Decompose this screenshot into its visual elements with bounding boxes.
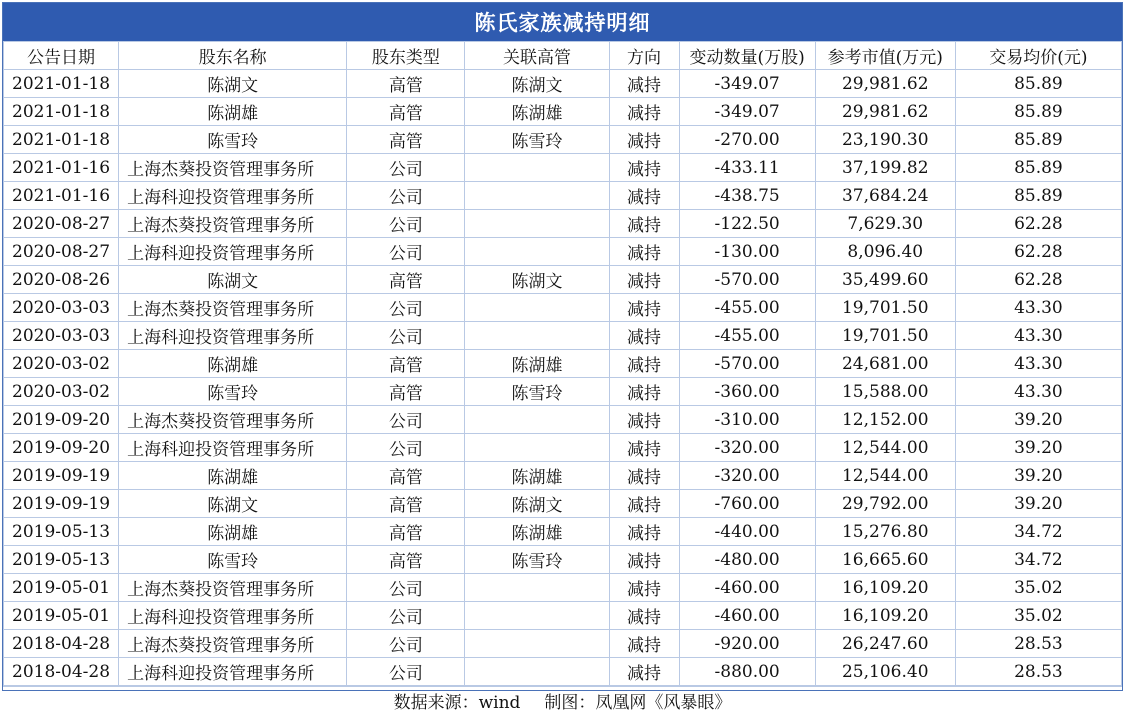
table-cell: 2020-08-27	[4, 210, 119, 238]
table-row	[4, 518, 1122, 546]
table-cell: 公司	[347, 434, 465, 462]
table-cell: 陈湖雄	[119, 462, 347, 490]
table-cell: 公司	[347, 602, 465, 630]
table-cell: 高管	[347, 98, 465, 126]
table-cell: 公司	[347, 182, 465, 210]
table-cell: 29,981.62	[815, 70, 955, 98]
table-cell: -880.00	[679, 658, 815, 686]
table-cell: 25,106.40	[815, 658, 955, 686]
table-row	[4, 434, 1122, 462]
table-cell: 上海杰葵投资管理事务所	[119, 294, 347, 322]
table-cell: 85.89	[955, 98, 1121, 126]
table-cell: 12,152.00	[815, 406, 955, 434]
reduction-table	[3, 41, 1122, 686]
table-cell: 85.89	[955, 126, 1121, 154]
table-cell: 19,701.50	[815, 322, 955, 350]
table-row	[4, 182, 1122, 210]
table-cell: 37,684.24	[815, 182, 955, 210]
table-cell: 2019-09-20	[4, 406, 119, 434]
table-cell: 34.72	[955, 518, 1121, 546]
table-row	[4, 154, 1122, 182]
table-cell: 高管	[347, 490, 465, 518]
table-cell: 高管	[347, 518, 465, 546]
table-cell: 陈湖雄	[119, 98, 347, 126]
table-cell: 37,199.82	[815, 154, 955, 182]
table-cell: -760.00	[679, 490, 815, 518]
column-header: 方向	[609, 42, 679, 70]
column-header: 股东类型	[347, 42, 465, 70]
table-cell: 2019-09-19	[4, 490, 119, 518]
table-row	[4, 210, 1122, 238]
table-cell: 陈湖文	[119, 70, 347, 98]
table-cell: 39.20	[955, 490, 1121, 518]
table-cell	[465, 238, 609, 266]
table-cell: 35.02	[955, 602, 1121, 630]
table-cell	[465, 434, 609, 462]
table-cell: 陈湖文	[119, 266, 347, 294]
table-cell: 高管	[347, 126, 465, 154]
table-cell: 陈湖雄	[119, 518, 347, 546]
table-cell	[465, 154, 609, 182]
table-cell: 2018-04-28	[4, 630, 119, 658]
table-cell: -460.00	[679, 602, 815, 630]
table-row	[4, 238, 1122, 266]
table-cell: 公司	[347, 238, 465, 266]
table-cell: -122.50	[679, 210, 815, 238]
table-cell: 2021-01-18	[4, 98, 119, 126]
table-cell: 2019-05-01	[4, 574, 119, 602]
table-row	[4, 490, 1122, 518]
table-cell: 公司	[347, 406, 465, 434]
column-header: 变动数量(万股)	[679, 42, 815, 70]
footer	[3, 686, 1122, 713]
table-cell: 公司	[347, 658, 465, 686]
table-cell: -360.00	[679, 378, 815, 406]
table-cell: 39.20	[955, 434, 1121, 462]
table-cell: 85.89	[955, 154, 1121, 182]
table-cell: 16,109.20	[815, 574, 955, 602]
table-row	[4, 350, 1122, 378]
table-cell: 减持	[609, 490, 679, 518]
table-cell: 上海杰葵投资管理事务所	[119, 154, 347, 182]
table-cell: 62.28	[955, 238, 1121, 266]
table-cell: -349.07	[679, 98, 815, 126]
table-cell: -270.00	[679, 126, 815, 154]
table-cell: 2019-05-01	[4, 602, 119, 630]
table-cell: 28.53	[955, 658, 1121, 686]
column-header: 交易均价(元)	[955, 42, 1121, 70]
table-cell: -480.00	[679, 546, 815, 574]
table-cell: 39.20	[955, 462, 1121, 490]
table-cell: 2020-08-27	[4, 238, 119, 266]
table-cell: 29,792.00	[815, 490, 955, 518]
table-cell: 减持	[609, 210, 679, 238]
table-cell: 2019-05-13	[4, 546, 119, 574]
column-header: 股东名称	[119, 42, 347, 70]
table-cell: 减持	[609, 322, 679, 350]
table-cell: 公司	[347, 322, 465, 350]
table-cell: 陈湖雄	[119, 350, 347, 378]
table-cell: 减持	[609, 154, 679, 182]
table-row	[4, 602, 1122, 630]
column-header: 关联高管	[465, 42, 609, 70]
table-cell	[465, 294, 609, 322]
table-cell: 陈湖雄	[465, 98, 609, 126]
table-cell	[465, 322, 609, 350]
table-container	[2, 2, 1123, 713]
table-row	[4, 406, 1122, 434]
table-cell: 减持	[609, 658, 679, 686]
table-cell: -570.00	[679, 350, 815, 378]
table-cell: 26,247.60	[815, 630, 955, 658]
table-cell: 高管	[347, 70, 465, 98]
table-cell: 7,629.30	[815, 210, 955, 238]
table-cell	[465, 182, 609, 210]
table-cell: 12,544.00	[815, 434, 955, 462]
table-cell: 高管	[347, 462, 465, 490]
table-cell: 高管	[347, 378, 465, 406]
table-cell: 公司	[347, 574, 465, 602]
table-cell	[465, 630, 609, 658]
table-cell: 减持	[609, 294, 679, 322]
table-cell: 公司	[347, 630, 465, 658]
table-cell: 62.28	[955, 266, 1121, 294]
table-cell: 39.20	[955, 406, 1121, 434]
table-row	[4, 546, 1122, 574]
table-cell: 减持	[609, 266, 679, 294]
table-cell: 2019-09-19	[4, 462, 119, 490]
table-cell: 2019-09-20	[4, 434, 119, 462]
table-cell	[465, 210, 609, 238]
table-cell: 陈雪玲	[119, 546, 347, 574]
table-cell: 陈湖文	[465, 490, 609, 518]
table-cell: 上海杰葵投资管理事务所	[119, 574, 347, 602]
table-cell: -320.00	[679, 434, 815, 462]
table-cell: -320.00	[679, 462, 815, 490]
table-cell: -455.00	[679, 294, 815, 322]
table-cell: 减持	[609, 434, 679, 462]
table-cell: 2021-01-18	[4, 70, 119, 98]
table-cell: 陈湖文	[119, 490, 347, 518]
table-cell: -310.00	[679, 406, 815, 434]
table-cell: 8,096.40	[815, 238, 955, 266]
table-cell: 减持	[609, 98, 679, 126]
table-title: 陈氏家族减持明细	[3, 3, 1122, 41]
table-row	[4, 462, 1122, 490]
table-cell: 85.89	[955, 70, 1121, 98]
table-cell: 陈雪玲	[119, 378, 347, 406]
table-cell: 减持	[609, 182, 679, 210]
table-body	[4, 70, 1122, 686]
table-cell: 公司	[347, 294, 465, 322]
credit-note: 制图：凤凰网《风暴眼》	[544, 692, 732, 713]
table-cell: 19,701.50	[815, 294, 955, 322]
table-cell: 24,681.00	[815, 350, 955, 378]
table-cell: 上海科迎投资管理事务所	[119, 434, 347, 462]
table-cell: 43.30	[955, 350, 1121, 378]
table-cell: 28.53	[955, 630, 1121, 658]
table-cell: 2020-03-03	[4, 294, 119, 322]
table-cell: 上海杰葵投资管理事务所	[119, 210, 347, 238]
table-row	[4, 294, 1122, 322]
table-cell	[465, 658, 609, 686]
table-cell	[465, 574, 609, 602]
table-cell: 2020-03-02	[4, 378, 119, 406]
table-cell: 上海科迎投资管理事务所	[119, 602, 347, 630]
table-cell: 35,499.60	[815, 266, 955, 294]
table-cell: -440.00	[679, 518, 815, 546]
table-cell: 上海科迎投资管理事务所	[119, 322, 347, 350]
table-cell: -455.00	[679, 322, 815, 350]
table-cell: 12,544.00	[815, 462, 955, 490]
table-cell: 2020-03-03	[4, 322, 119, 350]
table-cell: 陈雪玲	[465, 546, 609, 574]
column-header: 参考市值(万元)	[815, 42, 955, 70]
table-cell: 43.30	[955, 294, 1121, 322]
table-cell: 减持	[609, 350, 679, 378]
table-cell: -460.00	[679, 574, 815, 602]
table-cell: 62.28	[955, 210, 1121, 238]
source-note: 数据来源：wind	[393, 692, 521, 713]
table-cell: 公司	[347, 210, 465, 238]
table-cell: 高管	[347, 350, 465, 378]
table-cell: 15,588.00	[815, 378, 955, 406]
table-cell: 公司	[347, 154, 465, 182]
table-row	[4, 70, 1122, 98]
table-row	[4, 658, 1122, 686]
table-cell: -570.00	[679, 266, 815, 294]
table-cell: 34.72	[955, 546, 1121, 574]
table-row	[4, 126, 1122, 154]
table-cell: 减持	[609, 630, 679, 658]
table-cell: 上海科迎投资管理事务所	[119, 658, 347, 686]
table-cell: -349.07	[679, 70, 815, 98]
table-cell: 减持	[609, 602, 679, 630]
table-cell: 16,109.20	[815, 602, 955, 630]
table-row	[4, 322, 1122, 350]
table-cell: 减持	[609, 126, 679, 154]
table-cell: 35.02	[955, 574, 1121, 602]
table-cell: 2020-03-02	[4, 350, 119, 378]
table-cell: 陈湖雄	[465, 518, 609, 546]
table-cell: 上海杰葵投资管理事务所	[119, 630, 347, 658]
table-row	[4, 266, 1122, 294]
table-row	[4, 98, 1122, 126]
table-cell	[465, 602, 609, 630]
table-cell: 16,665.60	[815, 546, 955, 574]
table-cell: 陈雪玲	[465, 378, 609, 406]
table-cell: 陈湖雄	[465, 350, 609, 378]
table-cell	[465, 406, 609, 434]
table-cell: 减持	[609, 238, 679, 266]
table-row	[4, 574, 1122, 602]
table-cell: 减持	[609, 378, 679, 406]
table-cell: 陈湖文	[465, 266, 609, 294]
table-cell: 上海科迎投资管理事务所	[119, 238, 347, 266]
table-cell: 减持	[609, 462, 679, 490]
table-cell: 高管	[347, 266, 465, 294]
column-header: 公告日期	[4, 42, 119, 70]
table-cell: 减持	[609, 406, 679, 434]
table-cell: 2018-04-28	[4, 658, 119, 686]
table-cell: 2021-01-18	[4, 126, 119, 154]
table-cell: -130.00	[679, 238, 815, 266]
header-row	[4, 42, 1122, 70]
table-cell: 高管	[347, 546, 465, 574]
table-cell: -920.00	[679, 630, 815, 658]
table-cell: 陈湖文	[465, 70, 609, 98]
table-cell: 陈雪玲	[465, 126, 609, 154]
table-cell: 29,981.62	[815, 98, 955, 126]
table-cell: 2020-08-26	[4, 266, 119, 294]
table-cell: 43.30	[955, 378, 1121, 406]
table-cell: 减持	[609, 70, 679, 98]
table-cell: 上海科迎投资管理事务所	[119, 182, 347, 210]
table-cell: 2021-01-16	[4, 154, 119, 182]
table-cell: 43.30	[955, 322, 1121, 350]
table-cell: 15,276.80	[815, 518, 955, 546]
table-cell: 2019-05-13	[4, 518, 119, 546]
table-cell: 减持	[609, 518, 679, 546]
table-cell: 减持	[609, 574, 679, 602]
table-cell: 上海杰葵投资管理事务所	[119, 406, 347, 434]
table-cell: 23,190.30	[815, 126, 955, 154]
table-row	[4, 378, 1122, 406]
table-cell: 陈雪玲	[119, 126, 347, 154]
table-cell: 85.89	[955, 182, 1121, 210]
table-cell: 2021-01-16	[4, 182, 119, 210]
table-cell: 陈湖雄	[465, 462, 609, 490]
table-row	[4, 630, 1122, 658]
table-cell: -438.75	[679, 182, 815, 210]
table-cell: -433.11	[679, 154, 815, 182]
table-cell: 减持	[609, 546, 679, 574]
